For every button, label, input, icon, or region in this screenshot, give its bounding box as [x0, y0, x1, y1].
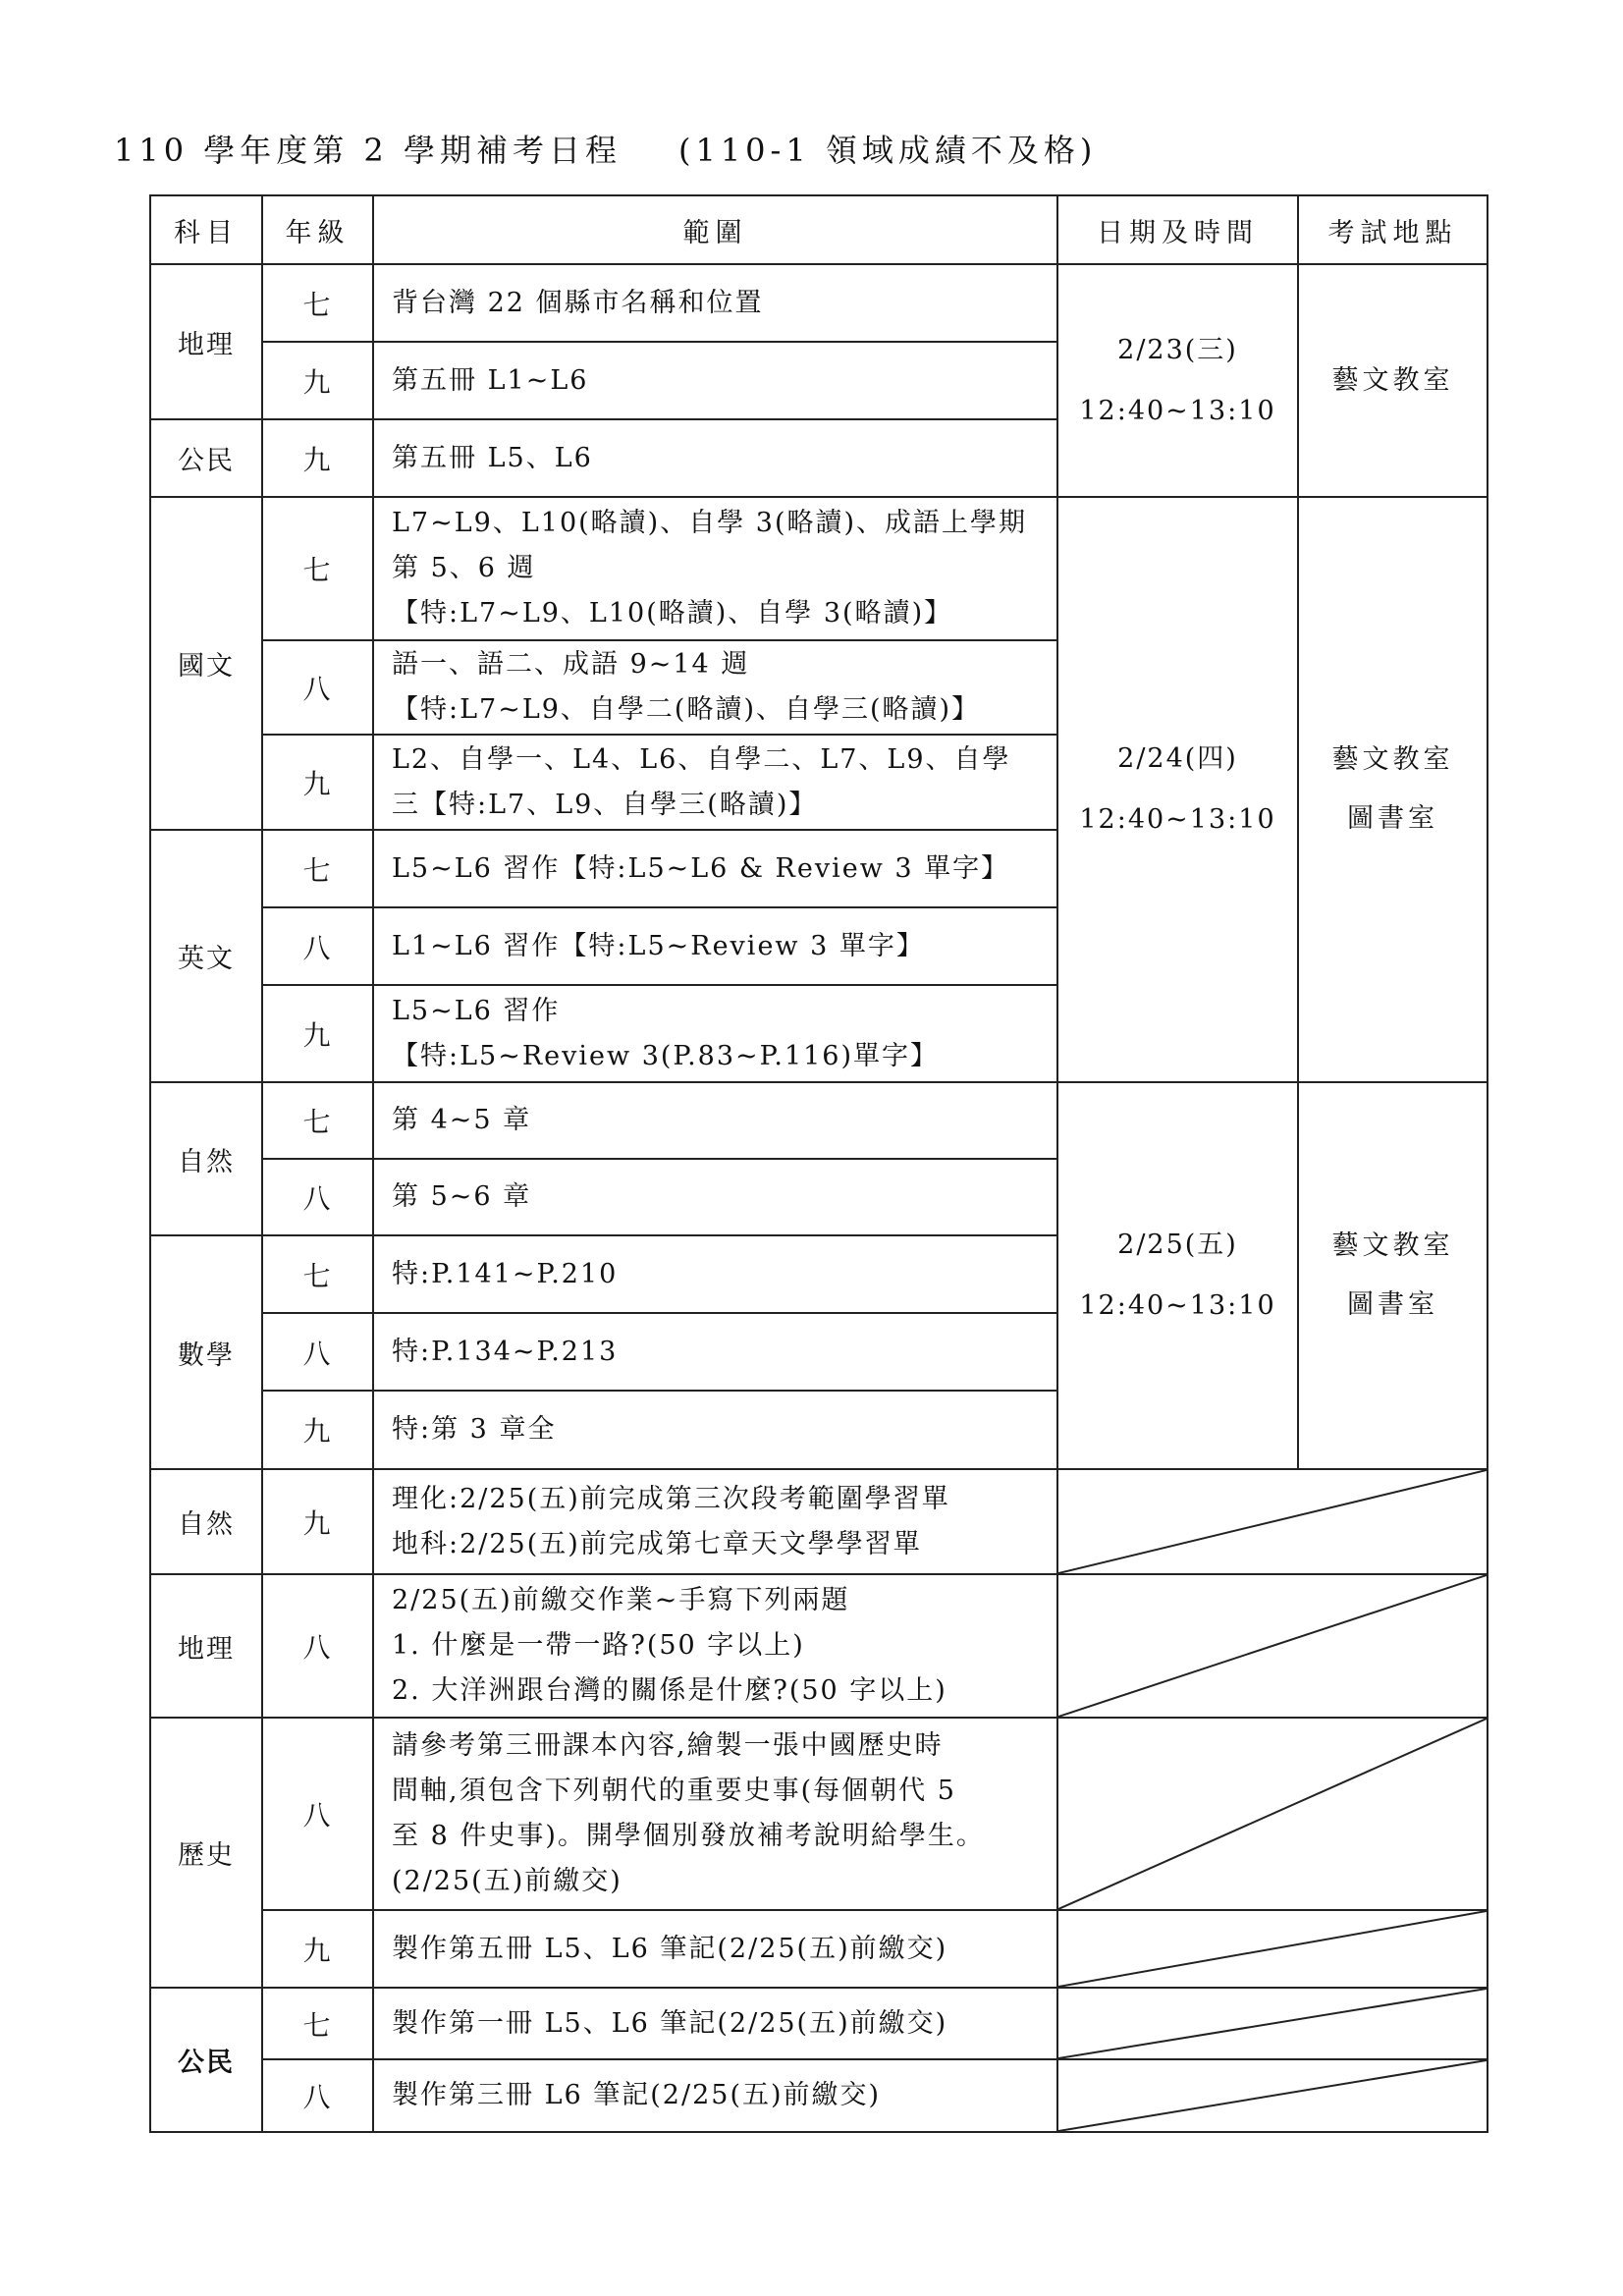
range-line: L5~L6 習作【特:L5~L6 & Review 3 單字】	[392, 852, 1010, 884]
range-line: 製作第一冊 L5、L6 筆記(2/25(五)前繳交)	[392, 2007, 948, 2039]
range-line: 【特:L7~L9、L10(略讀)、自學 3(略讀)】	[392, 598, 953, 629]
grade-cell: 八	[262, 1159, 373, 1235]
range-line: 2. 大洋洲跟台灣的關係是什麼?(50 字以上)	[392, 1675, 947, 1706]
header-subject: 科目	[150, 195, 262, 264]
title-sub: (110-1 領域成績不及格)	[677, 132, 1098, 169]
table-header-row	[150, 195, 1488, 264]
range-cell	[373, 1988, 1057, 2059]
range-cell	[373, 1159, 1057, 1235]
grade-cell: 七	[262, 1235, 373, 1313]
header-grade: 年級	[262, 195, 373, 264]
range-line: 第 4~5 章	[392, 1105, 532, 1135]
range-cell	[373, 1313, 1057, 1391]
range-line: 第五冊 L5、L6	[392, 442, 593, 473]
subject-cell: 公民	[150, 1988, 262, 2132]
range-cell	[373, 264, 1057, 342]
exam-date: 2/23(三)	[1117, 334, 1238, 365]
range-line: 間軸,須包含下列朝代的重要史事(每個朝代 5	[392, 1776, 956, 1806]
grade-cell: 八	[262, 1313, 373, 1391]
subject-cell: 歷史	[150, 1718, 262, 1988]
range-cell	[373, 907, 1057, 985]
range-cell	[373, 419, 1057, 497]
datetime-cell	[1057, 497, 1298, 1082]
grade-cell: 九	[262, 342, 373, 419]
table-row	[150, 1718, 1488, 1910]
exam-location: 藝文教室	[1331, 744, 1454, 775]
grade-cell: 七	[262, 497, 373, 640]
datetime-cell	[1057, 264, 1298, 497]
range-line: L5~L6 習作	[392, 995, 561, 1026]
location-cell	[1298, 264, 1488, 497]
grade-cell: 八	[262, 2059, 373, 2132]
range-line: 2/25(五)前繳交作業~手寫下列兩題	[392, 1585, 850, 1615]
range-line: 語一、語二、成語 9~14 週	[392, 649, 750, 680]
grade-cell: 七	[262, 264, 373, 342]
table-row	[150, 1574, 1488, 1718]
subject-cell: 自然	[150, 1469, 262, 1574]
grade-cell: 九	[262, 1910, 373, 1988]
grade-cell: 九	[262, 1391, 373, 1469]
strikethrough-cell	[1057, 1574, 1488, 1718]
page-title	[114, 126, 1097, 171]
range-cell	[373, 1718, 1057, 1910]
range-line: 特:P.134~P.213	[392, 1336, 619, 1367]
range-cell	[373, 1910, 1057, 1988]
grade-cell: 九	[262, 985, 373, 1082]
subject-cell: 公民	[150, 419, 262, 497]
range-line: 第五冊 L1~L6	[392, 364, 589, 396]
range-cell	[373, 1469, 1057, 1574]
range-line: 特:第 3 章全	[392, 1414, 557, 1445]
range-line: 【特:L7~L9、自學二(略讀)、自學三(略讀)】	[392, 694, 981, 725]
range-cell	[373, 830, 1057, 907]
range-line: 至 8 件史事)。開學個別發放補考說明給學生。	[392, 1821, 985, 1851]
table-row	[150, 1910, 1488, 1988]
range-line: L2、自學一、L4、L6、自學二、L7、L9、自學	[392, 743, 1011, 775]
range-line: 製作第三冊 L6 筆記(2/25(五)前繳交)	[392, 2080, 882, 2110]
strikethrough-cell	[1057, 1910, 1488, 1988]
table-row	[150, 1082, 1488, 1159]
range-cell	[373, 1574, 1057, 1718]
subject-cell: 國文	[150, 497, 262, 830]
range-line: 第 5、6 週	[392, 553, 536, 583]
table-row	[150, 1469, 1488, 1574]
grade-cell: 八	[262, 1718, 373, 1910]
range-line: (2/25(五)前繳交)	[392, 1866, 622, 1896]
datetime-cell	[1057, 1082, 1298, 1469]
range-line: 【特:L5~Review 3(P.83~P.116)單字】	[392, 1040, 940, 1071]
table-row	[150, 1988, 1488, 2059]
grade-cell: 九	[262, 1469, 373, 1574]
exam-time: 12:40~13:10	[1079, 804, 1276, 835]
header-location: 考試地點	[1298, 195, 1488, 264]
header-range: 範圍	[373, 195, 1057, 264]
range-cell	[373, 497, 1057, 640]
range-cell	[373, 735, 1057, 830]
makeup-exam-schedule-table	[149, 194, 1488, 2133]
grade-cell: 七	[262, 1082, 373, 1159]
strikethrough-cell	[1057, 1718, 1488, 1910]
subject-cell: 自然	[150, 1082, 262, 1235]
exam-date: 2/25(五)	[1117, 1230, 1238, 1260]
range-line: 1. 什麼是一帶一路?(50 字以上)	[392, 1630, 805, 1661]
grade-cell: 八	[262, 640, 373, 735]
strikethrough-cell	[1057, 1988, 1488, 2059]
range-cell	[373, 342, 1057, 419]
strikethrough-cell	[1057, 1469, 1488, 1574]
exam-time: 12:40~13:10	[1079, 395, 1276, 426]
range-line: 第 5~6 章	[392, 1181, 532, 1212]
exam-location: 藝文教室	[1331, 1230, 1454, 1261]
grade-cell: 九	[262, 419, 373, 497]
range-line: 製作第五冊 L5、L6 筆記(2/25(五)前繳交)	[392, 1933, 948, 1964]
range-line: 背台灣 22 個縣市名稱和位置	[392, 287, 764, 318]
exam-location: 圖書室	[1347, 1289, 1438, 1320]
subject-cell: 數學	[150, 1235, 262, 1469]
grade-cell: 八	[262, 907, 373, 985]
exam-location: 藝文教室	[1331, 364, 1454, 396]
range-cell	[373, 1235, 1057, 1313]
range-cell	[373, 1082, 1057, 1159]
range-cell	[373, 985, 1057, 1082]
table-row	[150, 497, 1488, 640]
header-datetime: 日期及時間	[1057, 195, 1298, 264]
range-cell	[373, 640, 1057, 735]
subject-cell: 地理	[150, 264, 262, 419]
range-line: 特:P.141~P.210	[392, 1258, 619, 1289]
exam-time: 12:40~13:10	[1079, 1290, 1276, 1321]
strikethrough-cell	[1057, 2059, 1488, 2132]
range-line: 請參考第三冊課本內容,繪製一張中國歷史時	[392, 1730, 944, 1761]
exam-date: 2/24(四)	[1117, 743, 1238, 774]
range-cell	[373, 1391, 1057, 1469]
grade-cell: 九	[262, 735, 373, 830]
range-line: 三【特:L7、L9、自學三(略讀)】	[392, 789, 818, 820]
range-line: 地科:2/25(五)前完成第七章天文學學習單	[392, 1528, 922, 1559]
subject-cell: 地理	[150, 1574, 262, 1718]
table-row	[150, 2059, 1488, 2132]
table-row	[150, 264, 1488, 342]
range-line: 理化:2/25(五)前完成第三次段考範圍學習單	[392, 1483, 950, 1514]
range-line: L7~L9、L10(略讀)、自學 3(略讀)、成語上學期	[392, 508, 1028, 538]
range-line: L1~L6 習作【特:L5~Review 3 單字】	[392, 930, 925, 961]
location-cell	[1298, 1082, 1488, 1469]
grade-cell: 七	[262, 1988, 373, 2059]
subject-cell: 英文	[150, 830, 262, 1082]
range-cell	[373, 2059, 1057, 2132]
location-cell	[1298, 497, 1488, 1082]
grade-cell: 八	[262, 1574, 373, 1718]
exam-location: 圖書室	[1347, 803, 1438, 834]
title-main: 110 學年度第 2 學期補考日程	[114, 132, 622, 169]
grade-cell: 七	[262, 830, 373, 907]
